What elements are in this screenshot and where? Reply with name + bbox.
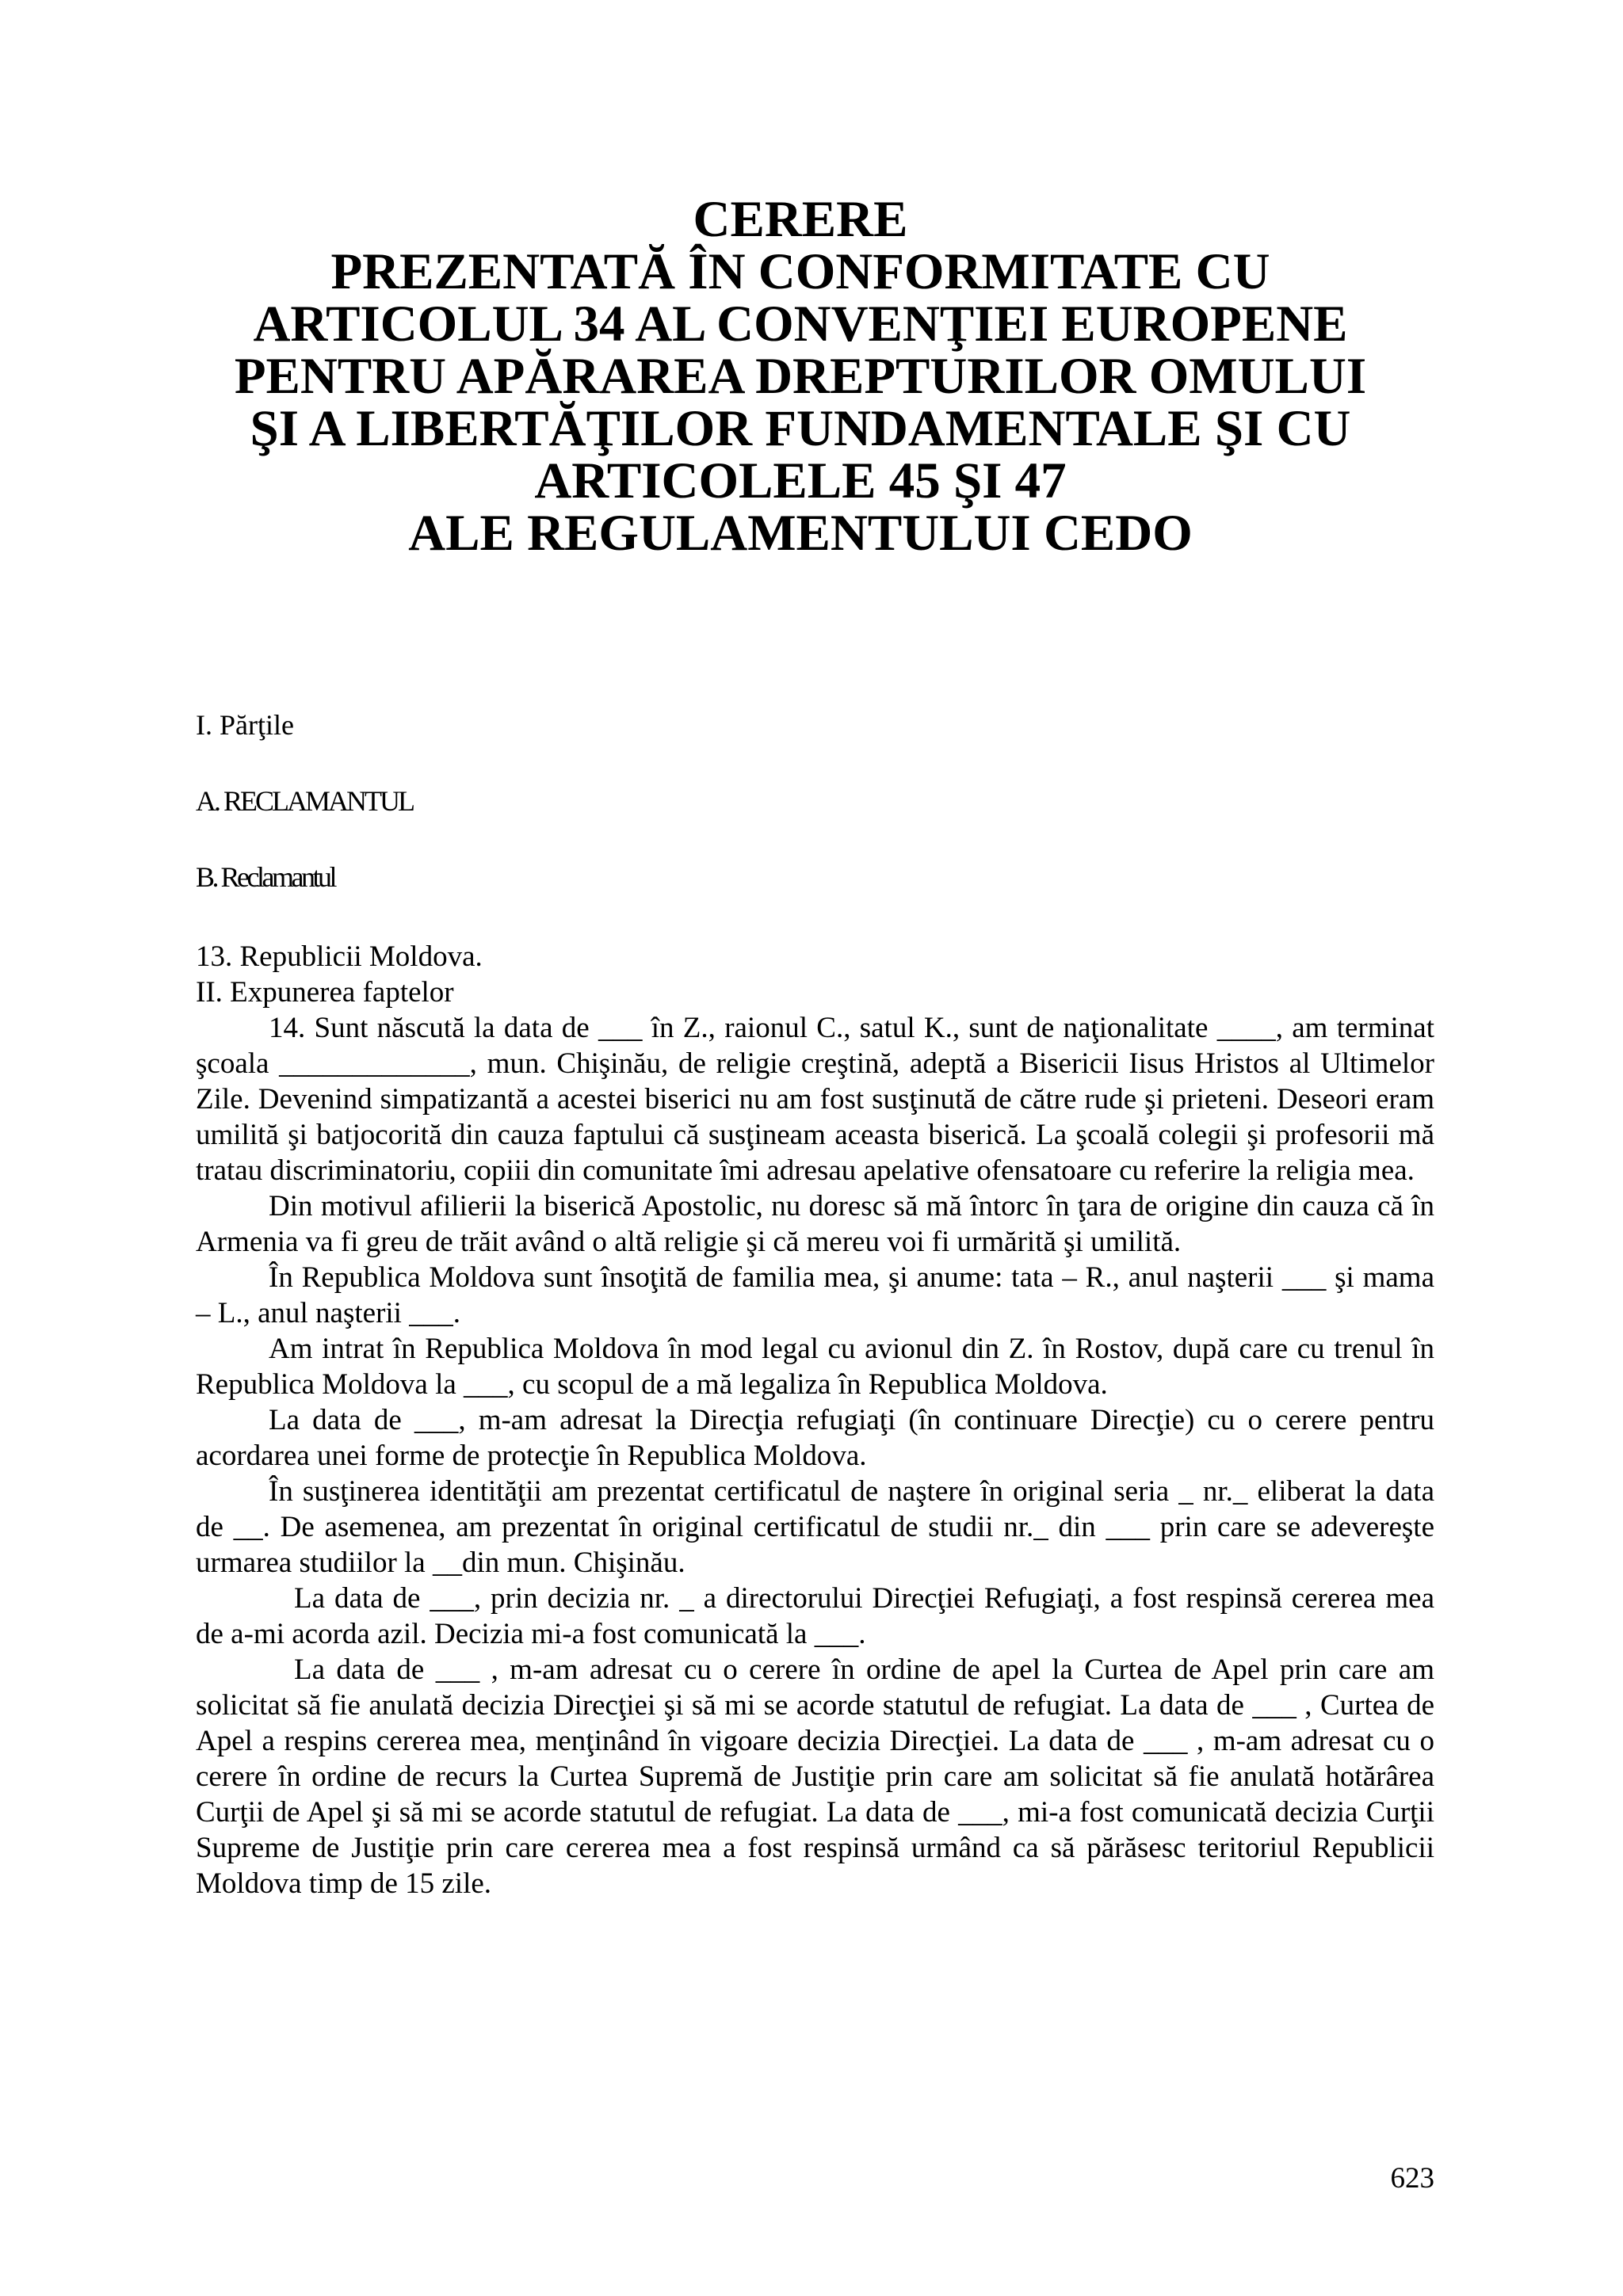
title-line: PREZENTATĂ ÎN CONFORMITATE CU (330, 243, 1270, 300)
paragraph: La data de ___ , m-am adresat cu o cerere în ordine de apel la Curtea de Apel prin care am solicitat să fie anulată decizia Direcţiei şi să mi se acorde statutul de refugiat. La data de ___ , Curtea de Apel a respins cererea mea, menţinând în vigoare decizia Direcţiei. La data de ___ , m-am adresat cu o cerere în ordine de recurs la Curtea Supremă de Justiţie prin care am solicitat să fie anulată hotărârea Curţii de Apel şi să mi se acorde statutul de refugiat. La data de ___, mi-a fost comunicată decizia Curţii Supreme de Justiţie prin care cererea mea a fost respinsă urmând ca să părăsesc teritoriul Republicii Moldova timp de 15 zile. (196, 1653, 1434, 1900)
paragraph: În Republica Moldova sunt însoţită de familia mea, şi anume: tata – R., anul naşterii ___ şi mama – L., anul naşterii ___. (196, 1261, 1434, 1329)
numbered-line-13: 13. Republicii Moldova. (196, 940, 483, 973)
document-body (196, 939, 1434, 1901)
title-line: ŞI A LIBERTĂŢILOR FUNDAMENTALE ŞI CU (250, 400, 1351, 457)
title-line: ALE REGULAMENTULUI CEDO (408, 505, 1193, 562)
title-line: PENTRU APĂRAREA DREPTURILOR OMULUI (234, 348, 1367, 405)
section-heading-parties: I. Părţile (196, 709, 294, 741)
paragraph: Din motivul afilierii la biserică Apostolic, nu doresc să mă întorc în ţara de origine din cauza că în Armenia va fi greu de trăit având o altă religie şi că mereu voi fi urmărită şi umilită. (196, 1190, 1434, 1258)
title-line: CERERE (693, 191, 908, 248)
section-heading-facts: II. Expunerea faptelor (196, 976, 454, 1009)
title-line: ARTICOLELE 45 ŞI 47 (534, 452, 1067, 509)
paragraph: 14. Sunt născută la data de ___ în Z., raionul C., satul K., sunt de naţionalitate ____, am terminat şcoala _____________, mun. Chişinău, de religie creştină, adeptă a Bisericii Iisus Hristos al Ultimelor Zile. Devenind simpatizantă a acestei biserici nu am fost susţinută de către rude şi prieteni. Deseori eram umilită şi batjocorită din cauza faptului că susţineam aceasta biserică. La şcoală colegii şi profesorii mă tratau discriminatoriu, copiii din comunitate îmi adresau apelative ofensatoare cu referire la religia mea. (196, 1012, 1434, 1187)
paragraph: În susţinerea identităţii am prezentat certificatul de naştere în original seria _ nr._ eliberat la data de __. De asemenea, am prezentat în original certificatul de studii nr._ din ___ prin care se adevereşte urmarea studiilor la __din mun. Chişinău. (196, 1475, 1434, 1579)
paragraph: La data de ___, m-am adresat la Direcţia refugiaţi (în continuare Direcţie) cu o cerere pentru acordarea unei forme de protecţie în Republica Moldova. (196, 1404, 1434, 1472)
subsection-heading-b: B. Reclamantul (196, 861, 334, 893)
title-line: ARTICOLUL 34 AL CONVENŢIEI EUROPENE (253, 296, 1348, 353)
paragraph: Am intrat în Republica Moldova în mod legal cu avionul din Z. în Rostov, după care cu trenul în Republica Moldova la ___, cu scopul de a mă legaliza în Republica Moldova. (196, 1333, 1434, 1401)
document-title (158, 191, 1442, 562)
page-number: 623 (1390, 2162, 1434, 2195)
paragraph: La data de ___, prin decizia nr. _ a directorului Direcţiei Refugiaţi, a fost respinsă cererea mea de a-mi acorda azil. Decizia mi-a fost comunicată la ___. (196, 1582, 1434, 1650)
subsection-heading-a: A. RECLAMANTUL (196, 785, 413, 817)
